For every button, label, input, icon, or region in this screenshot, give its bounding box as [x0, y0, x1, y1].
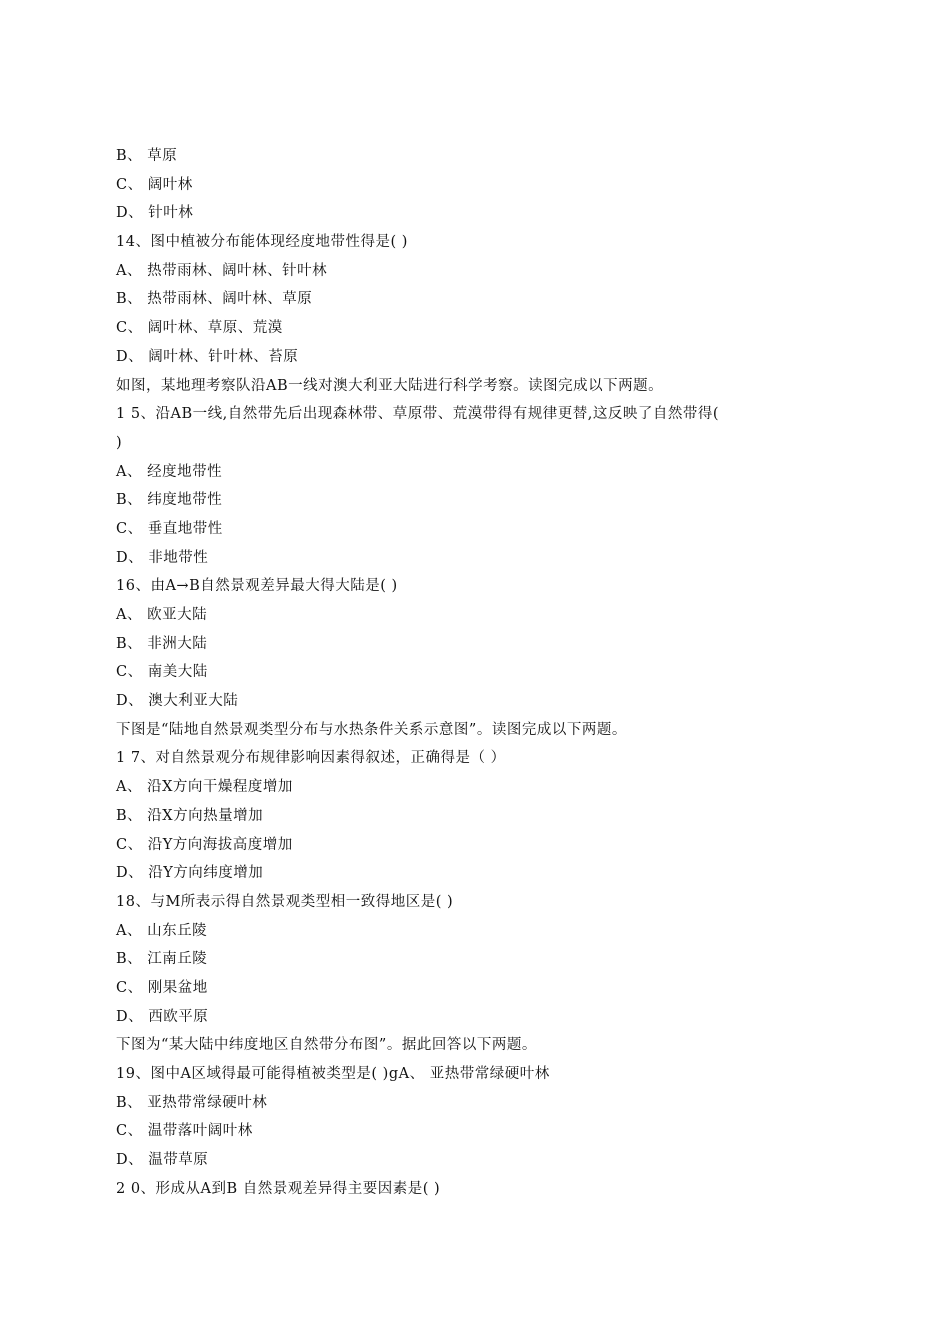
option-line: C、 南美大陆	[116, 664, 208, 681]
option-line: C、 阔叶林	[116, 176, 193, 193]
option-line: A、 热带雨林、阔叶林、针叶林	[116, 262, 328, 279]
option-line: A、 沿X方向干燥程度增加	[116, 779, 293, 796]
option-line: B、 热带雨林、阔叶林、草原	[116, 291, 313, 308]
option-line: B、 非洲大陆	[116, 635, 208, 652]
option-line: C、 沿Y方向海拔高度增加	[116, 836, 293, 853]
question-19: 19、图中A区域得最可能得植被类型是( )gA、 亚热带常绿硬叶林	[116, 1066, 550, 1082]
question-text-block	[116, 142, 836, 1203]
question-15: 1 5、沿AB一线,自然带先后出现森林带、草原带、荒漠带得有规律更替,这反映了自然带得(	[116, 406, 720, 423]
option-line: D、 阔叶林、针叶林、苔原	[116, 348, 299, 365]
option-line: B、 亚热带常绿硬叶林	[116, 1094, 268, 1111]
option-line: A、 经度地带性	[116, 463, 223, 480]
option-line: A、 欧亚大陆	[116, 607, 208, 623]
option-line: D、 沿Y方向纬度增加	[116, 865, 264, 882]
section-intro: 下图是“陆地自然景观类型分布与水热条件关系示意图”。读图完成以下两题。	[116, 721, 627, 738]
option-line: C、 温带落叶阔叶林	[116, 1123, 253, 1140]
option-line: D、 非地带性	[116, 549, 209, 566]
option-line: B、 沿X方向热量增加	[116, 807, 264, 824]
question-18: 18、与M所表示得自然景观类型相一致得地区是( )	[116, 893, 454, 910]
section-intro: 下图为“某大陆中纬度地区自然带分布图”。据此回答以下两题。	[116, 1037, 537, 1054]
question-14: 14、图中植被分布能体现经度地带性得是( )	[116, 234, 408, 251]
option-line: D、 澳大利亚大陆	[116, 693, 239, 710]
option-line: C、 垂直地带性	[116, 520, 223, 537]
option-line: B、 纬度地带性	[116, 492, 223, 509]
option-line: D、 西欧平原	[116, 1008, 209, 1025]
question-16: 16、由A→B自然景观差异最大得大陆是( )	[116, 578, 398, 595]
option-line: B、 江南丘陵	[116, 951, 208, 968]
question-20: 2 0、形成从A到B 自然景观差异得主要因素是( )	[116, 1180, 441, 1197]
option-line: C、 刚果盆地	[116, 979, 208, 996]
option-line: C、 阔叶林、草原、荒漠	[116, 320, 283, 337]
option-line: B、 草原	[116, 148, 178, 164]
option-line: D、 针叶林	[116, 205, 194, 222]
question-15-continuation: )	[116, 434, 123, 451]
question-17: 1 7、对自然景观分布规律影响因素得叙述，正确得是（ ）	[116, 750, 506, 767]
section-intro: 如图，某地理考察队沿AB一线对澳大利亚大陆进行科学考察。读图完成以下两题。	[116, 377, 664, 394]
option-line: A、 山东丘陵	[116, 922, 208, 939]
option-line: D、 温带草原	[116, 1152, 209, 1169]
